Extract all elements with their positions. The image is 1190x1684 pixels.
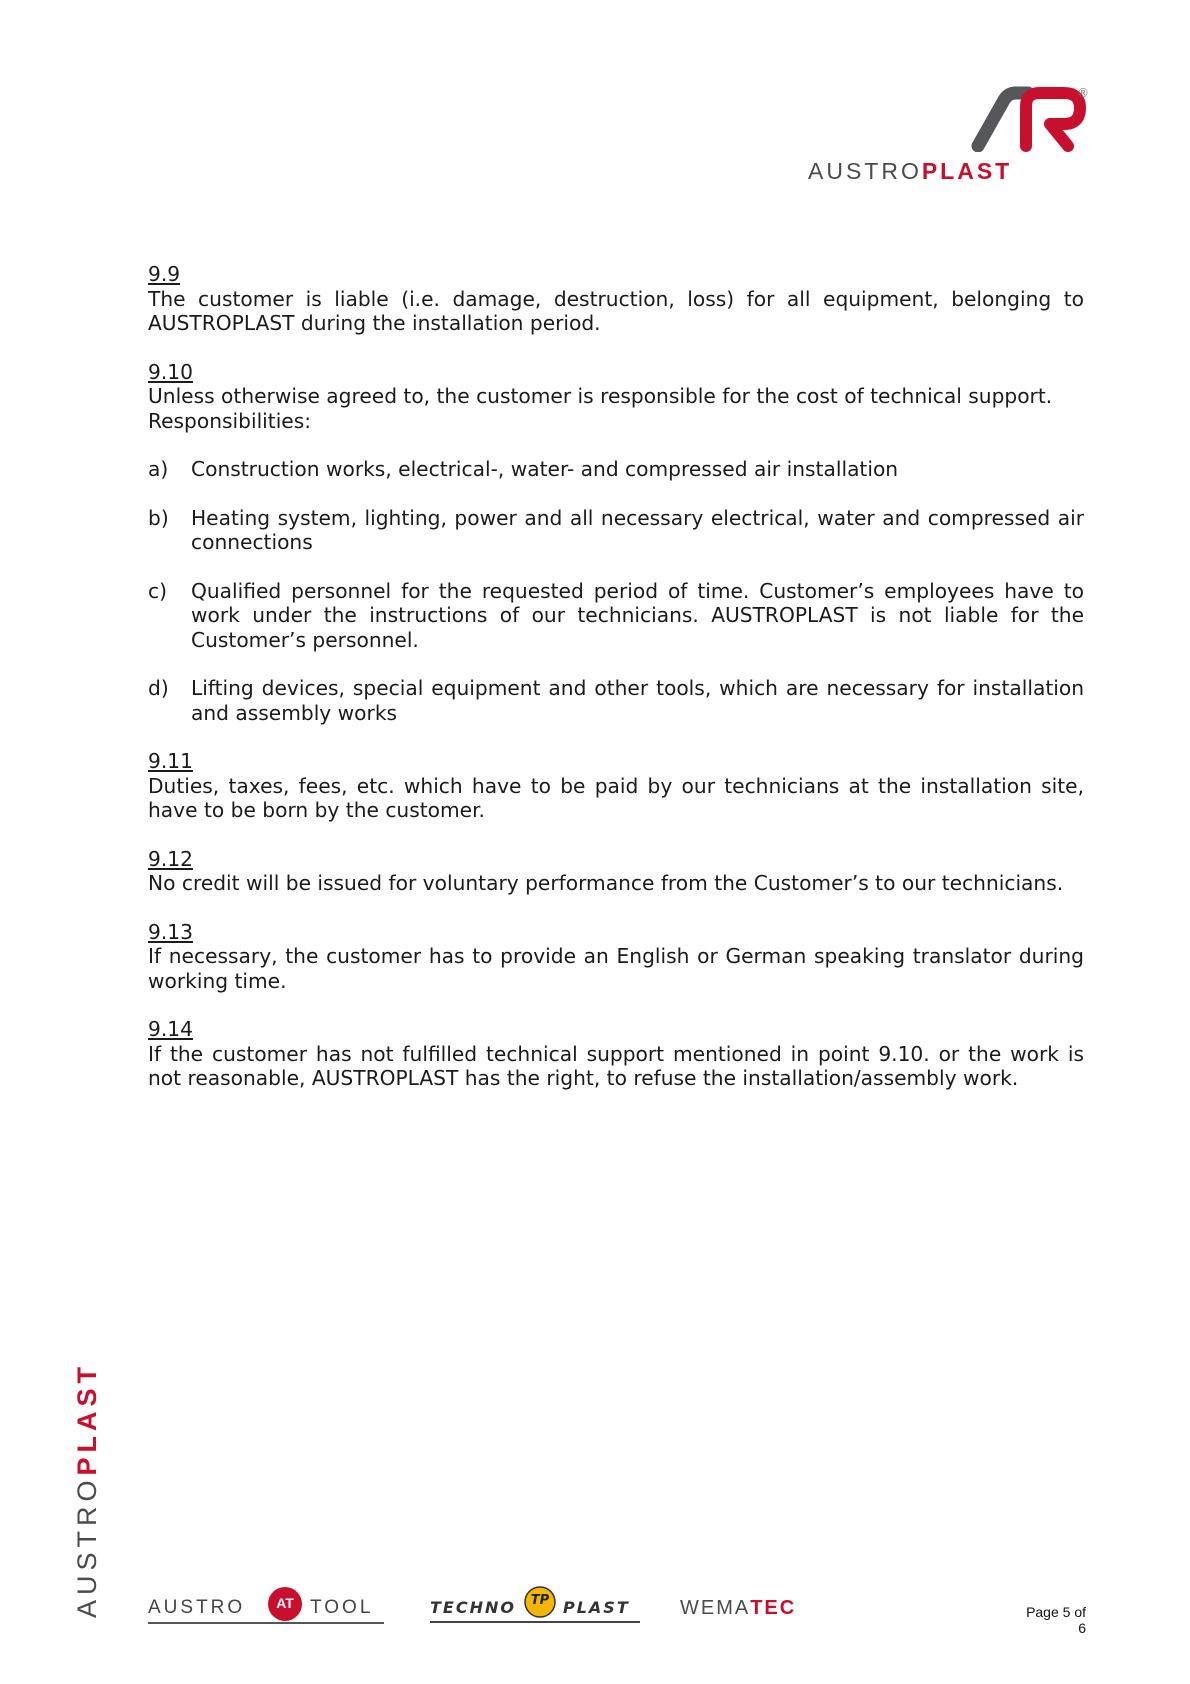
section-text: Unless otherwise agreed to, the customer is responsible for the cost of technical support.	[148, 384, 1053, 408]
list-text: Heating system, lighting, power and all necessary electrical, water and compressed air connections	[191, 505, 1084, 554]
section-9-13	[148, 920, 1084, 994]
list-item	[148, 506, 1084, 555]
technoplast-logo	[430, 1585, 640, 1629]
logo-wordmark-austro: AUSTRO	[808, 158, 922, 184]
austrotool-left: AUSTRO	[148, 1597, 246, 1618]
list-marker: b)	[148, 505, 169, 530]
section-text: If the customer has not fulfilled technical support mentioned in point 9.10. or the work is not reasonable, AUSTROPLAST has the right, to refuse the installation/assembly work.	[148, 1041, 1084, 1090]
page-number: Page 5 of 6	[1026, 1604, 1086, 1636]
technoplast-right: PLAST	[563, 1598, 630, 1617]
section-number: 9.14	[148, 1017, 193, 1041]
list-marker: c)	[148, 578, 167, 603]
section-9-14	[148, 1017, 1084, 1091]
austrotool-right: TOOL	[310, 1597, 374, 1618]
section-number: 9.9	[148, 262, 181, 286]
section-text: No credit will be issued for voluntary performance from the Customer’s to our technicians.	[148, 871, 1064, 895]
section-9-12	[148, 847, 1084, 896]
logo-wordmark	[808, 158, 1012, 185]
section-9-9	[148, 262, 1084, 336]
list-marker: d)	[148, 676, 169, 700]
section-number: 9.12	[148, 846, 193, 871]
list-text: Qualified personnel for the requested period of time. Customer’s employees have to work under the instructions of our technicians. AUSTROPLAST is not liable for the Customer’s personnel.	[191, 578, 1084, 652]
list-marker: a)	[148, 457, 169, 481]
wematec-logo	[680, 1585, 830, 1629]
technoplast-left: TECHNO	[430, 1598, 516, 1617]
section-9-10	[148, 360, 1084, 434]
list-item	[148, 457, 1084, 482]
document-body	[148, 262, 1084, 1115]
list-item	[148, 579, 1084, 653]
technoplast-underline	[430, 1621, 640, 1623]
section-text: The customer is liable (i.e. damage, destruction, loss) for all equipment, belonging to AUSTROPLAST during the installation period.	[148, 286, 1084, 335]
wematec-red: TEC	[750, 1597, 797, 1619]
austrotool-logo	[148, 1585, 384, 1629]
wematec-grey: WEMA	[680, 1597, 751, 1619]
section-text: Duties, taxes, fees, etc. which have to be paid by our technicians at the installation site, have to be born by the customer.	[148, 773, 1084, 822]
list-item	[148, 676, 1084, 725]
austroplast-logo	[808, 86, 1088, 182]
ap-monogram-icon	[968, 86, 1088, 152]
side-brand-austro: AUSTRO	[72, 1475, 102, 1618]
austrotool-mark: AT	[276, 1595, 294, 1611]
technoplast-mark: TP	[530, 1593, 550, 1608]
section-number: 9.13	[148, 919, 193, 944]
registered-mark: ®	[1077, 86, 1089, 100]
section-number: 9.11	[148, 749, 193, 773]
list-text: Construction works, electrical-, water- and compressed air installation	[191, 457, 899, 481]
section-number: 9.10	[148, 359, 193, 384]
austrotool-underline	[148, 1622, 384, 1624]
list-text: Lifting devices, special equipment and other tools, which are necessary for installation and assembly works	[191, 676, 1084, 725]
side-brand-wordmark	[72, 1362, 103, 1618]
section-9-11	[148, 749, 1084, 823]
logo-wordmark-plast: PLAST	[921, 158, 1013, 184]
side-brand-plast: PLAST	[72, 1361, 102, 1476]
wematec-wordmark	[680, 1597, 796, 1620]
section-subheading: Responsibilities:	[148, 408, 312, 433]
section-text: If necessary, the customer has to provide an English or German speaking translator during working time.	[148, 944, 1084, 993]
